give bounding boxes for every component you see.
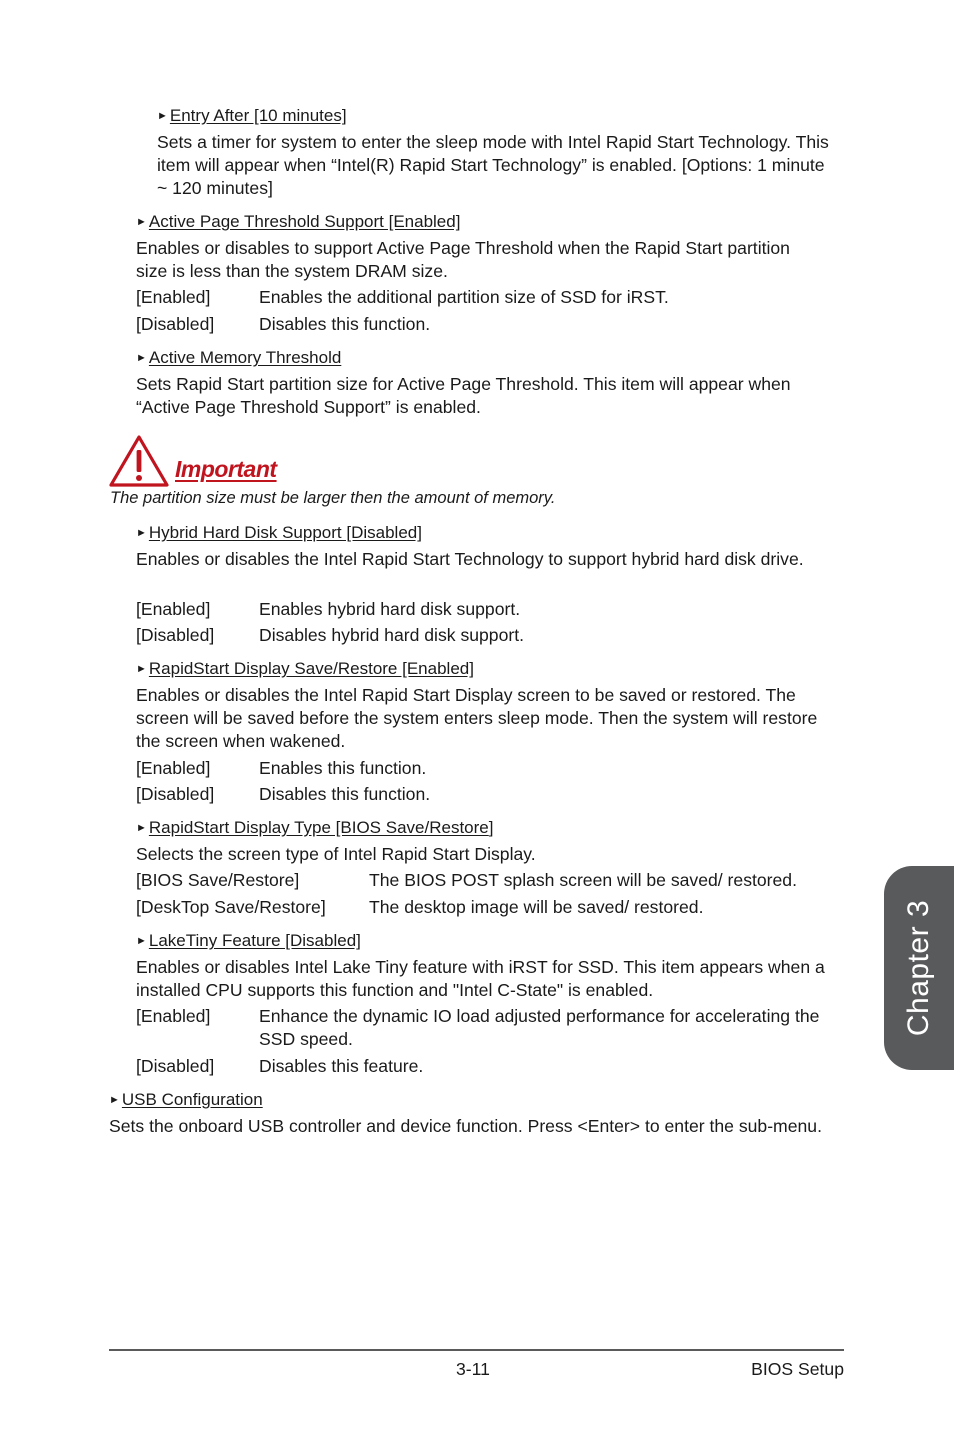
option-row: [Disabled] Disables this function. (136, 784, 431, 804)
important-note: The partition size must be larger then the amount of memory. (110, 489, 556, 507)
triangle-bullet-icon: ► (136, 352, 147, 364)
option-row: [Disabled] Disables hybrid hard disk support. (136, 625, 525, 645)
chapter-tab-label: Chapter 3 (902, 899, 935, 1037)
footer-divider (109, 1349, 844, 1351)
triangle-bullet-icon: ► (136, 527, 147, 539)
active-memory-threshold-description: Sets Rapid Start partition size for Active Page Threshold. This item will appear when “Active Page Threshold Support” is enabled. (136, 374, 791, 417)
option-row: [DeskTop Save/Restore] The desktop image will be saved/ restored. (136, 897, 704, 917)
entry-after-description: Sets a timer for system to enter the sleep mode with Intel Rapid Start Technology. This item will appear when “Intel(R) Rapid Start Technology” is enabled. [Options: 1 minute ~ 120 minutes] (157, 132, 829, 198)
triangle-bullet-icon: ► (136, 935, 147, 947)
active-page-threshold-heading: ► Active Page Threshold Support [Enabled] (136, 212, 461, 231)
display-save-restore-heading: ► RapidStart Display Save/Restore [Enabled] (136, 659, 474, 678)
warning-triangle-icon (108, 434, 170, 488)
laketiny-heading: ► LakeTiny Feature [Disabled] (136, 931, 361, 950)
hybrid-hard-disk-heading: ► Hybrid Hard Disk Support [Disabled] (136, 523, 422, 542)
active-memory-threshold-heading: ► Active Memory Threshold (136, 348, 342, 367)
active-page-threshold-description: Enables or disables to support Active Page Threshold when the Rapid Start partition size is less than the system DRAM size. (136, 238, 790, 281)
option-row: [Enabled] Enables this function. (136, 758, 427, 778)
display-save-restore-description: Enables or disables the Intel Rapid Start Display screen to be saved or restored. The screen will be saved before the system enters sleep mode. Then the system will restore the screen when wakened. (136, 685, 818, 751)
important-title: Important (175, 456, 277, 482)
triangle-bullet-icon: ► (109, 1094, 120, 1106)
triangle-bullet-icon: ► (136, 822, 147, 834)
chapter-tab (884, 866, 954, 1070)
page-number: 3-11 (456, 1359, 490, 1379)
laketiny-description: Enables or disables Intel Lake Tiny feature with iRST for SSD. This item appears when a installed CPU supports this function and "Intel C-State" is enabled. (136, 957, 825, 1000)
option-row: [Enabled] Enables the additional partition size of SSD for iRST. (136, 287, 669, 307)
display-type-heading: ► RapidStart Display Type [BIOS Save/Restore] (136, 818, 494, 837)
option-row: [Enabled] Enhance the dynamic IO load adjusted performance for accelerating the SSD speed. (136, 1006, 820, 1049)
usb-configuration-description: Sets the onboard USB controller and device function. Press <Enter> to enter the sub-menu. (109, 1116, 822, 1136)
hybrid-hard-disk-description: Enables or disables the Intel Rapid Start Technology to support hybrid hard disk drive. (136, 549, 804, 569)
footer-section-title: BIOS Setup (751, 1359, 844, 1379)
triangle-bullet-icon: ► (136, 663, 147, 675)
usb-configuration-heading: ► USB Configuration (109, 1090, 263, 1109)
display-type-description: Selects the screen type of Intel Rapid Start Display. (136, 844, 536, 864)
triangle-bullet-icon: ► (136, 216, 147, 228)
entry-after-heading: ► Entry After [10 minutes] (157, 106, 347, 125)
option-row: [Disabled] Disables this feature. (136, 1056, 424, 1076)
triangle-bullet-icon: ► (157, 110, 168, 122)
option-row: [Disabled] Disables this function. (136, 314, 431, 334)
option-row: [Enabled] Enables hybrid hard disk support. (136, 599, 521, 619)
option-row: [BIOS Save/Restore] The BIOS POST splash screen will be saved/ restored. (136, 870, 797, 890)
